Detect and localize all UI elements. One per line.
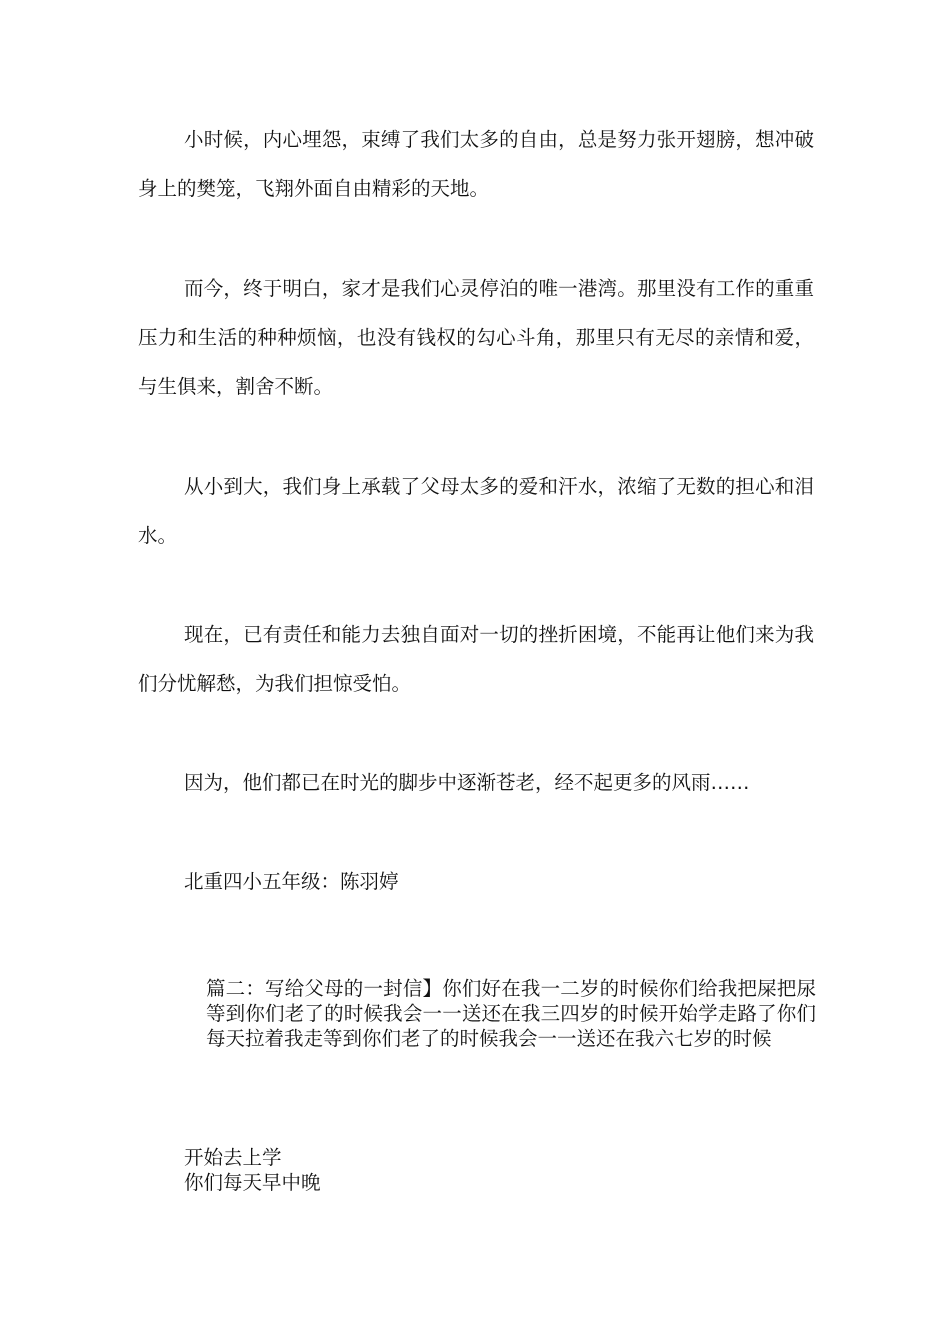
letter-continuation (184, 1145, 321, 1195)
author-signature: 北重四小五年级：陈羽婷 (184, 870, 399, 893)
letter-line: 你们每天早中晚 (184, 1171, 321, 1194)
paragraph-parents-love: 从小到大，我们身上承载了父母太多的爱和汗水，浓缩了无数的担心和泪水。 (138, 475, 814, 547)
letter-intro: 篇二：写给父母的一封信】你们好在我一二岁的时候你们给我把屎把尿等到你们老了的时候我会一一送还在我三四岁的时候开始学走路了你们每天拉着我走等到你们老了的时候我会一一送还在我六七岁的时候 (206, 977, 816, 1050)
paragraph-home-harbor: 而今，终于明白，家才是我们心灵停泊的唯一港湾。那里没有工作的重重压力和生活的种种烦恼，也没有钱权的勾心斗角，那里只有无尽的亲情和爱，与生俱来，割舍不断。 (138, 277, 814, 398)
paragraph-responsibility: 现在，已有责任和能力去独自面对一切的挫折困境，不能再让他们来为我们分忧解愁，为我们担惊受怕。 (138, 623, 814, 695)
paragraph-childhood: 小时候，内心埋怨，束缚了我们太多的自由，总是努力张开翅膀，想冲破身上的樊笼，飞翔外面自由精彩的天地。 (138, 128, 814, 200)
letter-line: 开始去上学 (184, 1146, 282, 1169)
paragraph-parents-aging: 因为，他们都已在时光的脚步中逐渐苍老，经不起更多的风雨…… (184, 771, 750, 794)
